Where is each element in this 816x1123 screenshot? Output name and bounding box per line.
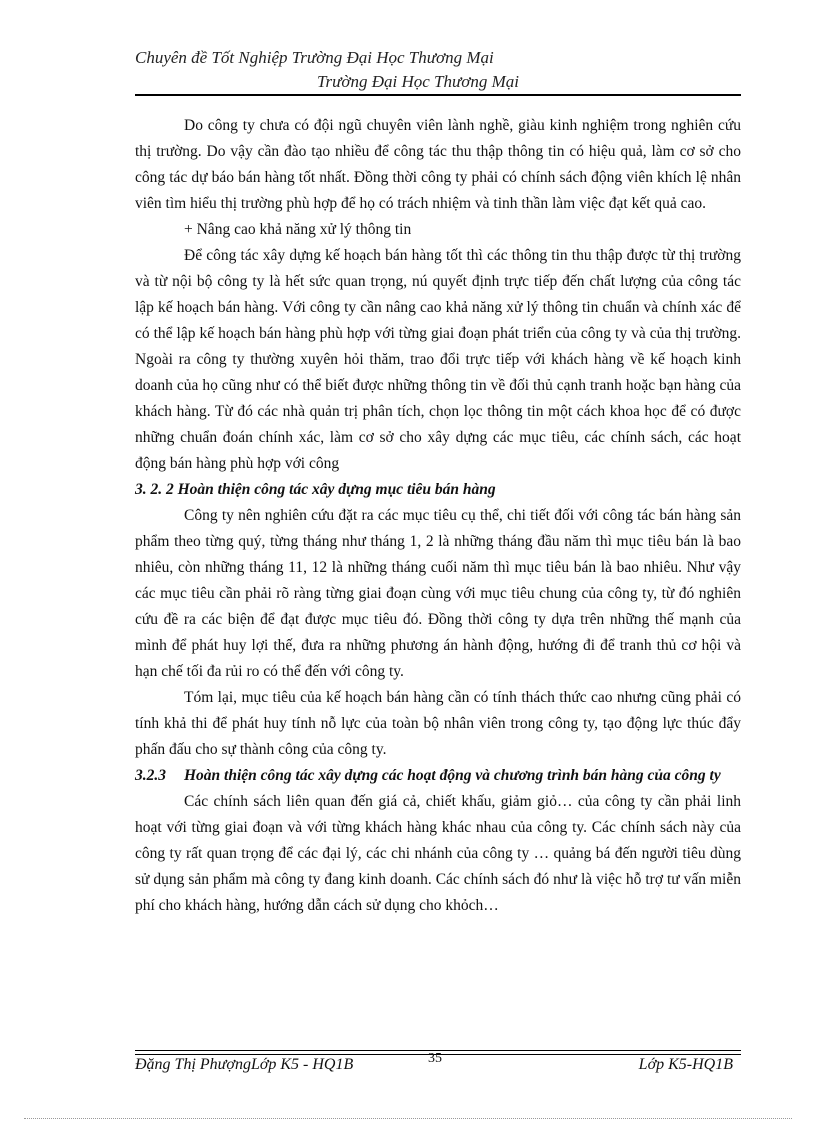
- paragraph: Tóm lại, mục tiêu của kế hoạch bán hàng cần có tính thách thức cao nhưng cũng phải có tính khả thi để phát huy tính nỗ lực của toàn bộ nhân viên trong công ty, tạo động lực thúc đẩy phấn đấu cho sự thành công của công ty.: [135, 689, 741, 758]
- page-number: 35: [428, 1051, 442, 1066]
- paragraph: Các chính sách liên quan đến giá cả, chiết khấu, giảm giỏ… của công ty cần phải linh hoạt với từng giai đoạn và với từng khách hàng khác nhau của công ty. Các chính sách này của công ty rất quan trọng để các đại lý, các chi nhánh của công ty … quảng bá đến người tiêu dùng sử dụng sản phẩm mà công ty đang kinh doanh. Các chính sách đó như là việc hỗ trợ tư vấn miễn phí cho khách hàng, hướng dẫn cách sử dụng cho khỏch…: [135, 793, 741, 914]
- paragraph: Để công tác xây dựng kế hoạch bán hàng tốt thì các thông tin thu thập được từ thị trường và từ nội bộ công ty là hết sức quan trọng, nú quyết định trực tiếp đến chất lượng của công tác lập kế hoạch bán hàng. Với công ty cần nâng cao khả năng xử lý thông tin chuẩn và chính xác để có thể lập kế hoạch bán hàng phù hợp với từng giai đoạn phát triển của công ty và của thị trường. Ngoài ra công ty thường xuyên hỏi thăm, trao đổi trực tiếp với khách hàng về kế hoạch kinh doanh của họ cũng như có thể biết được những thông tin về đối thủ cạnh tranh hoặc bạn hàng của khách hàng. Từ đó các nhà quản trị phân tích, chọn lọc thông tin một cách khoa học để có được những chuẩn đoán chính xác, làm cơ sở cho xây dựng các mục tiêu, các chính sách, các hoạt động bán hàng phù hợp với công: [135, 247, 741, 472]
- section-number: 3.2.3: [135, 767, 166, 784]
- section-heading: [135, 763, 741, 789]
- section-heading: 3. 2. 2 Hoàn thiện công tác xây dựng mục tiêu bán hàng: [135, 481, 496, 498]
- paragraph: Công ty nên nghiên cứu đặt ra các mục tiêu cụ thể, chi tiết đối với công tác bán hàng sản phẩm theo từng quý, từng tháng như tháng 1, 2 là những tháng đầu năm thì mục tiêu bán là bao nhiêu, còn những tháng 11, 12 là những tháng cuối năm thì mục tiêu bán là bao nhiêu. Như vậy các mục tiêu cần phải rõ ràng từng giai đoạn cùng với mục tiêu chung của công ty, từ đó nghiên cứu đề ra các biện để đạt được mục tiêu đó. Đồng thời công ty dựa trên những thế mạnh của mình để phát huy lợi thế, đưa ra những phương án hành động, hướng đi để tranh thủ cơ hội và hạn chế tối đa rủi ro có thể đến với công ty.: [135, 507, 741, 680]
- section-title: Hoàn thiện công tác xây dựng các hoạt động và chương trình bán hàng của công ty: [184, 767, 721, 784]
- footer-author: Đặng Thị PhượngLớp K5 - HQ1B: [135, 1056, 354, 1073]
- header-title: Chuyên đề Tốt Nghiệp Trường Đại Học Thương Mại: [135, 48, 494, 67]
- page-edge-divider: [24, 1118, 792, 1119]
- header-subtitle: Trường Đại Học Thương Mại: [317, 72, 519, 91]
- bullet-item: + Nâng cao khả năng xử lý thông tin: [184, 221, 412, 238]
- header-rule: [135, 94, 741, 96]
- page-body: [135, 113, 741, 919]
- page-footer: [135, 1053, 741, 1081]
- footer-class: Lớp K5-HQ1B: [638, 1056, 733, 1073]
- paragraph: Do công ty chưa có đội ngũ chuyên viên lành nghề, giàu kinh nghiệm trong nghiên cứu thị trường. Do vậy cần đào tạo nhiều để công tác thu thập thông tin có hiệu quả, làm cơ sở cho công tác dự báo bán hàng tốt nhất. Đồng thời công ty phải có chính sách động viên khích lệ nhân viên tìm hiểu thị trường phù hợp để họ có trách nhiệm và tinh thần làm việc đạt kết quả cao.: [135, 117, 741, 212]
- page-header: [135, 46, 741, 94]
